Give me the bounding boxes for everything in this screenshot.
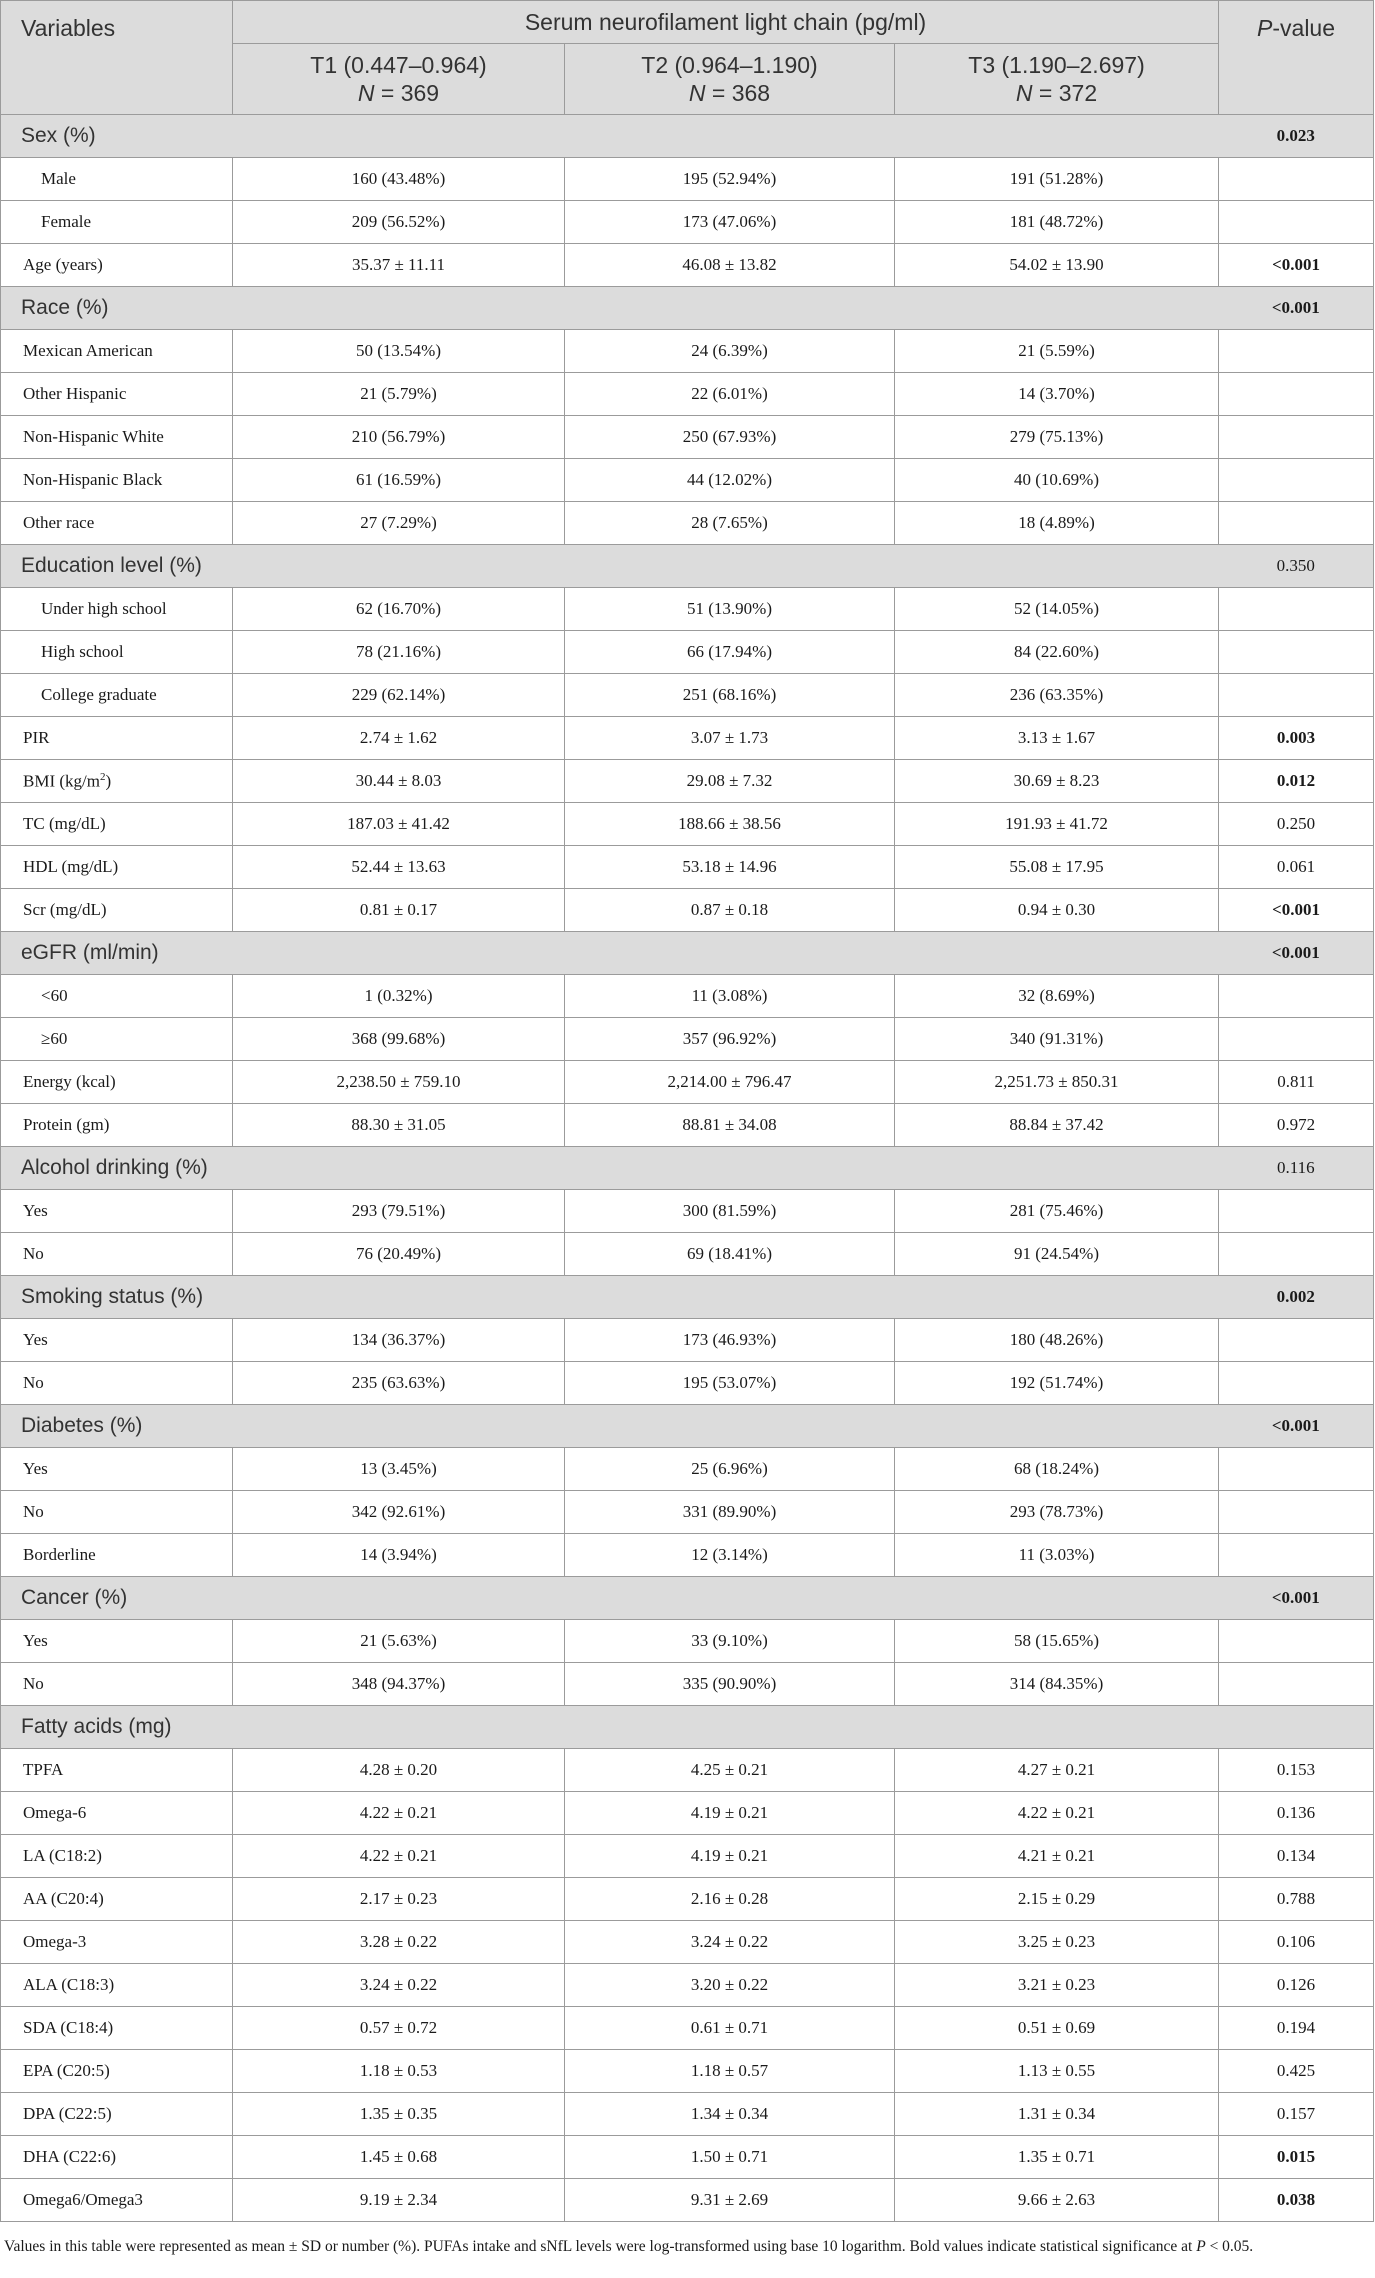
cell-t1: 209 (56.52%) [233,201,565,244]
group-p-value: 0.116 [1219,1147,1374,1190]
cell-p-value: 0.425 [1219,2050,1374,2093]
group-label: Smoking status (%) [1,1276,1219,1319]
cell-p-value [1219,1233,1374,1276]
cell-t1: 21 (5.63%) [233,1620,565,1663]
cell-t1: 1.45 ± 0.68 [233,2136,565,2179]
cell-t3: 4.27 ± 0.21 [895,1749,1219,1792]
cell-t2: 357 (96.92%) [565,1018,895,1061]
cell-t1: 187.03 ± 41.42 [233,803,565,846]
cell-t3: 279 (75.13%) [895,416,1219,459]
table-body [1,115,1374,2222]
cell-t2: 1.50 ± 0.71 [565,2136,895,2179]
cell-t1: 1 (0.32%) [233,975,565,1018]
row-label: Omega6/Omega3 [1,2179,233,2222]
tertile-range: T2 (0.964–1.190) [641,52,818,78]
cell-t3: 54.02 ± 13.90 [895,244,1219,287]
table-row [1,1792,1374,1835]
group-p-value: <0.001 [1219,287,1374,330]
group-header-row [1,1147,1374,1190]
tertile-range: T1 (0.447–0.964) [310,52,487,78]
cell-t1: 0.57 ± 0.72 [233,2007,565,2050]
header-tertile-2 [565,44,895,115]
row-label: SDA (C18:4) [1,2007,233,2050]
group-header-row [1,1276,1374,1319]
table-row [1,846,1374,889]
cell-p-value [1219,1319,1374,1362]
cell-t2: 3.07 ± 1.73 [565,717,895,760]
table-row [1,1061,1374,1104]
cell-t2: 44 (12.02%) [565,459,895,502]
cell-p-value: 0.038 [1219,2179,1374,2222]
cell-p-value: 0.015 [1219,2136,1374,2179]
row-label: TPFA [1,1749,233,1792]
row-label: <60 [1,975,233,1018]
table-row [1,1835,1374,1878]
cell-t2: 88.81 ± 34.08 [565,1104,895,1147]
table-row [1,803,1374,846]
header-snfl-span: Serum neurofilament light chain (pg/ml) [233,1,1219,44]
tertile-n-symbol: N [688,80,706,106]
cell-t3: 191 (51.28%) [895,158,1219,201]
cell-t3: 32 (8.69%) [895,975,1219,1018]
row-label: DHA (C22:6) [1,2136,233,2179]
row-label: Female [1,201,233,244]
cell-t3: 314 (84.35%) [895,1663,1219,1706]
cell-p-value: <0.001 [1219,244,1374,287]
cell-t1: 160 (43.48%) [233,158,565,201]
row-label: EPA (C20:5) [1,2050,233,2093]
cell-t1: 76 (20.49%) [233,1233,565,1276]
cell-t2: 12 (3.14%) [565,1534,895,1577]
cell-p-value: 0.972 [1219,1104,1374,1147]
cell-t2: 51 (13.90%) [565,588,895,631]
row-label: Other race [1,502,233,545]
tertile-range: T3 (1.190–2.697) [968,52,1145,78]
cell-t1: 2.74 ± 1.62 [233,717,565,760]
cell-t2: 46.08 ± 13.82 [565,244,895,287]
row-label: Yes [1,1190,233,1233]
row-label: Protein (gm) [1,1104,233,1147]
group-label: Alcohol drinking (%) [1,1147,1219,1190]
cell-t3: 1.35 ± 0.71 [895,2136,1219,2179]
header-p-value [1219,1,1374,115]
cell-t1: 2,238.50 ± 759.10 [233,1061,565,1104]
cell-p-value [1219,1448,1374,1491]
row-label: LA (C18:2) [1,1835,233,1878]
cell-t2: 9.31 ± 2.69 [565,2179,895,2222]
cell-t2: 33 (9.10%) [565,1620,895,1663]
cell-t2: 22 (6.01%) [565,373,895,416]
cell-t1: 88.30 ± 31.05 [233,1104,565,1147]
cell-t2: 173 (46.93%) [565,1319,895,1362]
table-row [1,416,1374,459]
row-label: Scr (mg/dL) [1,889,233,932]
cell-p-value [1219,1491,1374,1534]
cell-t1: 3.28 ± 0.22 [233,1921,565,1964]
group-p-value: 0.023 [1219,115,1374,158]
table-row [1,975,1374,1018]
table-row [1,2093,1374,2136]
cell-p-value: 0.194 [1219,2007,1374,2050]
cell-p-value [1219,588,1374,631]
cell-t3: 52 (14.05%) [895,588,1219,631]
cell-p-value: 0.153 [1219,1749,1374,1792]
cell-t2: 28 (7.65%) [565,502,895,545]
row-label: No [1,1663,233,1706]
cell-t3: 1.13 ± 0.55 [895,2050,1219,2093]
cell-t2: 69 (18.41%) [565,1233,895,1276]
cell-t2: 4.19 ± 0.21 [565,1792,895,1835]
cell-t3: 58 (15.65%) [895,1620,1219,1663]
group-header-row [1,1405,1374,1448]
cell-t2: 66 (17.94%) [565,631,895,674]
cell-t3: 88.84 ± 37.42 [895,1104,1219,1147]
table-row [1,1921,1374,1964]
group-label: Diabetes (%) [1,1405,1219,1448]
cell-t2: 0.61 ± 0.71 [565,2007,895,2050]
cell-t1: 2.17 ± 0.23 [233,1878,565,1921]
cell-t2: 331 (89.90%) [565,1491,895,1534]
cell-t1: 78 (21.16%) [233,631,565,674]
group-label: Cancer (%) [1,1577,1219,1620]
table-row [1,1534,1374,1577]
table-footnote [0,2236,1373,2257]
table-row [1,330,1374,373]
tertile-n-value: = 368 [705,80,771,106]
header-tertile-1 [233,44,565,115]
tertile-n [895,79,1218,107]
table-header [1,1,1374,115]
group-header-row [1,1577,1374,1620]
table-row [1,1233,1374,1276]
cell-t1: 13 (3.45%) [233,1448,565,1491]
cell-p-value [1219,459,1374,502]
cell-t3: 0.51 ± 0.69 [895,2007,1219,2050]
row-label: ≥60 [1,1018,233,1061]
group-label: Race (%) [1,287,1219,330]
tertile-n-value: = 369 [374,80,440,106]
table-row [1,2050,1374,2093]
row-label-text: BMI (kg/m [23,771,100,791]
cell-t3: 3.13 ± 1.67 [895,717,1219,760]
cell-p-value: 0.136 [1219,1792,1374,1835]
cell-t2: 53.18 ± 14.96 [565,846,895,889]
cell-t1: 4.22 ± 0.21 [233,1792,565,1835]
row-label: HDL (mg/dL) [1,846,233,889]
cell-t3: 91 (24.54%) [895,1233,1219,1276]
cell-p-value [1219,330,1374,373]
row-label: Energy (kcal) [1,1061,233,1104]
row-label-superscript: 2 [99,770,106,783]
row-label: Other Hispanic [1,373,233,416]
tertile-n [233,79,564,107]
cell-t3: 281 (75.46%) [895,1190,1219,1233]
cell-p-value [1219,201,1374,244]
cell-t1: 62 (16.70%) [233,588,565,631]
cell-t2: 195 (52.94%) [565,158,895,201]
cell-t3: 14 (3.70%) [895,373,1219,416]
cell-t1: 4.28 ± 0.20 [233,1749,565,1792]
group-label: Fatty acids (mg) [1,1706,1219,1749]
cell-t1: 293 (79.51%) [233,1190,565,1233]
cell-t2: 2,214.00 ± 796.47 [565,1061,895,1104]
row-label: Age (years) [1,244,233,287]
cell-t3: 3.21 ± 0.23 [895,1964,1219,2007]
table-row [1,459,1374,502]
row-label: Male [1,158,233,201]
group-p-value: <0.001 [1219,932,1374,975]
row-label: DPA (C22:5) [1,2093,233,2136]
cell-t3: 30.69 ± 8.23 [895,760,1219,803]
row-label: PIR [1,717,233,760]
row-label: TC (mg/dL) [1,803,233,846]
header-variables: Variables [1,1,233,115]
table-row [1,1018,1374,1061]
row-label: Yes [1,1620,233,1663]
group-p-value: 0.350 [1219,545,1374,588]
table-row [1,502,1374,545]
cell-t2: 1.34 ± 0.34 [565,2093,895,2136]
cell-t1: 14 (3.94%) [233,1534,565,1577]
cell-p-value: 0.106 [1219,1921,1374,1964]
group-header-row [1,932,1374,975]
cell-p-value [1219,416,1374,459]
row-label: Yes [1,1319,233,1362]
cell-p-value: 0.811 [1219,1061,1374,1104]
table-row [1,201,1374,244]
table-row [1,1448,1374,1491]
cell-t3: 3.25 ± 0.23 [895,1921,1219,1964]
cell-p-value [1219,502,1374,545]
table-row [1,889,1374,932]
cell-t1: 134 (36.37%) [233,1319,565,1362]
group-header-row [1,115,1374,158]
row-label: AA (C20:4) [1,1878,233,1921]
cell-t1: 1.18 ± 0.53 [233,2050,565,2093]
cell-p-value [1219,158,1374,201]
tertile-n-symbol: N [1015,80,1033,106]
cell-t3: 2.15 ± 0.29 [895,1878,1219,1921]
table-row [1,760,1374,803]
table-row [1,1749,1374,1792]
cell-t3: 11 (3.03%) [895,1534,1219,1577]
cell-t1: 30.44 ± 8.03 [233,760,565,803]
cell-t3: 18 (4.89%) [895,502,1219,545]
cell-t3: 4.22 ± 0.21 [895,1792,1219,1835]
cell-p-value: 0.003 [1219,717,1374,760]
cell-p-value [1219,1190,1374,1233]
cell-p-value [1219,373,1374,416]
row-label: Omega-6 [1,1792,233,1835]
cell-t1: 4.22 ± 0.21 [233,1835,565,1878]
group-header-row [1,1706,1374,1749]
table-row [1,1190,1374,1233]
cell-t1: 9.19 ± 2.34 [233,2179,565,2222]
row-label: Omega-3 [1,1921,233,1964]
cell-p-value: 0.134 [1219,1835,1374,1878]
cell-t1: 61 (16.59%) [233,459,565,502]
table-row [1,2179,1374,2222]
cell-p-value [1219,975,1374,1018]
cell-t2: 251 (68.16%) [565,674,895,717]
row-label: No [1,1233,233,1276]
footnote-text-end: < 0.05. [1205,2238,1254,2255]
cell-t2: 11 (3.08%) [565,975,895,1018]
cell-t3: 68 (18.24%) [895,1448,1219,1491]
header-tertile-3 [895,44,1219,115]
cell-t3: 181 (48.72%) [895,201,1219,244]
cell-p-value: 0.126 [1219,1964,1374,2007]
row-label: Yes [1,1448,233,1491]
cell-t2: 173 (47.06%) [565,201,895,244]
cell-p-value [1219,1362,1374,1405]
cell-p-value [1219,1620,1374,1663]
row-label: Mexican American [1,330,233,373]
footnote-paragraph [0,2236,1373,2257]
cell-t3: 1.31 ± 0.34 [895,2093,1219,2136]
cell-p-value: 0.157 [1219,2093,1374,2136]
cell-t1: 27 (7.29%) [233,502,565,545]
table-row [1,2136,1374,2179]
cell-t1: 3.24 ± 0.22 [233,1964,565,2007]
table-row [1,1878,1374,1921]
cell-t3: 340 (91.31%) [895,1018,1219,1061]
table-row [1,158,1374,201]
cell-t1: 368 (99.68%) [233,1018,565,1061]
cell-t2: 3.24 ± 0.22 [565,1921,895,1964]
cell-t1: 229 (62.14%) [233,674,565,717]
row-label: No [1,1362,233,1405]
cell-t3: 0.94 ± 0.30 [895,889,1219,932]
cell-t1: 21 (5.79%) [233,373,565,416]
cell-p-value: 0.788 [1219,1878,1374,1921]
row-label: No [1,1491,233,1534]
cell-t3: 4.21 ± 0.21 [895,1835,1219,1878]
cell-t1: 342 (92.61%) [233,1491,565,1534]
table-row [1,717,1374,760]
table-row [1,1104,1374,1147]
table-row [1,1620,1374,1663]
group-p-value [1219,1706,1374,1749]
group-header-row [1,287,1374,330]
group-p-value: 0.002 [1219,1276,1374,1319]
cell-t1: 1.35 ± 0.35 [233,2093,565,2136]
cell-t3: 21 (5.59%) [895,330,1219,373]
row-label-end: ) [105,771,112,791]
cell-t2: 1.18 ± 0.57 [565,2050,895,2093]
cell-p-value [1219,631,1374,674]
row-label: Borderline [1,1534,233,1577]
table-row [1,631,1374,674]
cell-p-value: 0.012 [1219,760,1374,803]
row-label [1,760,233,803]
cell-p-value [1219,1534,1374,1577]
cell-t2: 300 (81.59%) [565,1190,895,1233]
header-p-italic: P [1257,15,1273,41]
cell-t2: 335 (90.90%) [565,1663,895,1706]
table-row [1,588,1374,631]
cell-t1: 52.44 ± 13.63 [233,846,565,889]
group-label: eGFR (ml/min) [1,932,1219,975]
cell-t2: 4.19 ± 0.21 [565,1835,895,1878]
cell-t3: 2,251.73 ± 850.31 [895,1061,1219,1104]
cell-t2: 2.16 ± 0.28 [565,1878,895,1921]
cell-t1: 235 (63.63%) [233,1362,565,1405]
footnote-text: Values in this table were represented as mean ± SD or number (%). PUFAs intake and sNfL levels were log-transformed using base 10 logarithm. Bold values indicate statistical significance at [4,2238,1197,2255]
footnote-p-symbol: P [1196,2238,1206,2255]
cell-t2: 0.87 ± 0.18 [565,889,895,932]
cell-p-value: <0.001 [1219,889,1374,932]
cell-t2: 188.66 ± 38.56 [565,803,895,846]
cell-t2: 195 (53.07%) [565,1362,895,1405]
tertile-n-value: = 372 [1032,80,1098,106]
table-row [1,373,1374,416]
cell-t3: 180 (48.26%) [895,1319,1219,1362]
header-p-rest: -value [1272,15,1336,41]
table-row [1,1362,1374,1405]
group-p-value: <0.001 [1219,1405,1374,1448]
cell-t3: 84 (22.60%) [895,631,1219,674]
tertile-n [565,79,894,107]
table-row [1,2007,1374,2050]
cell-t2: 4.25 ± 0.21 [565,1749,895,1792]
cell-t1: 50 (13.54%) [233,330,565,373]
cell-t3: 293 (78.73%) [895,1491,1219,1534]
cell-t1: 348 (94.37%) [233,1663,565,1706]
cell-t3: 9.66 ± 2.63 [895,2179,1219,2222]
table-row [1,674,1374,717]
table-row [1,244,1374,287]
table-row [1,1964,1374,2007]
table-row [1,1319,1374,1362]
cell-t2: 250 (67.93%) [565,416,895,459]
cell-t1: 210 (56.79%) [233,416,565,459]
cell-p-value [1219,1018,1374,1061]
group-header-row [1,545,1374,588]
cell-t3: 236 (63.35%) [895,674,1219,717]
cell-t2: 29.08 ± 7.32 [565,760,895,803]
cell-t3: 192 (51.74%) [895,1362,1219,1405]
cell-t3: 55.08 ± 17.95 [895,846,1219,889]
table-row [1,1663,1374,1706]
group-label: Sex (%) [1,115,1219,158]
cell-p-value [1219,674,1374,717]
cell-p-value: 0.250 [1219,803,1374,846]
cell-t3: 191.93 ± 41.72 [895,803,1219,846]
cell-t1: 35.37 ± 11.11 [233,244,565,287]
cell-t1: 0.81 ± 0.17 [233,889,565,932]
cell-p-value: 0.061 [1219,846,1374,889]
cell-t2: 3.20 ± 0.22 [565,1964,895,2007]
cell-t3: 40 (10.69%) [895,459,1219,502]
cell-t2: 24 (6.39%) [565,330,895,373]
row-label: High school [1,631,233,674]
row-label: Non-Hispanic Black [1,459,233,502]
table-row [1,1491,1374,1534]
row-label: Under high school [1,588,233,631]
row-label: Non-Hispanic White [1,416,233,459]
cell-t2: 25 (6.96%) [565,1448,895,1491]
cell-p-value [1219,1663,1374,1706]
row-label: College graduate [1,674,233,717]
group-label: Education level (%) [1,545,1219,588]
tertile-n-symbol: N [357,80,375,106]
group-p-value: <0.001 [1219,1577,1374,1620]
row-label: ALA (C18:3) [1,1964,233,2007]
